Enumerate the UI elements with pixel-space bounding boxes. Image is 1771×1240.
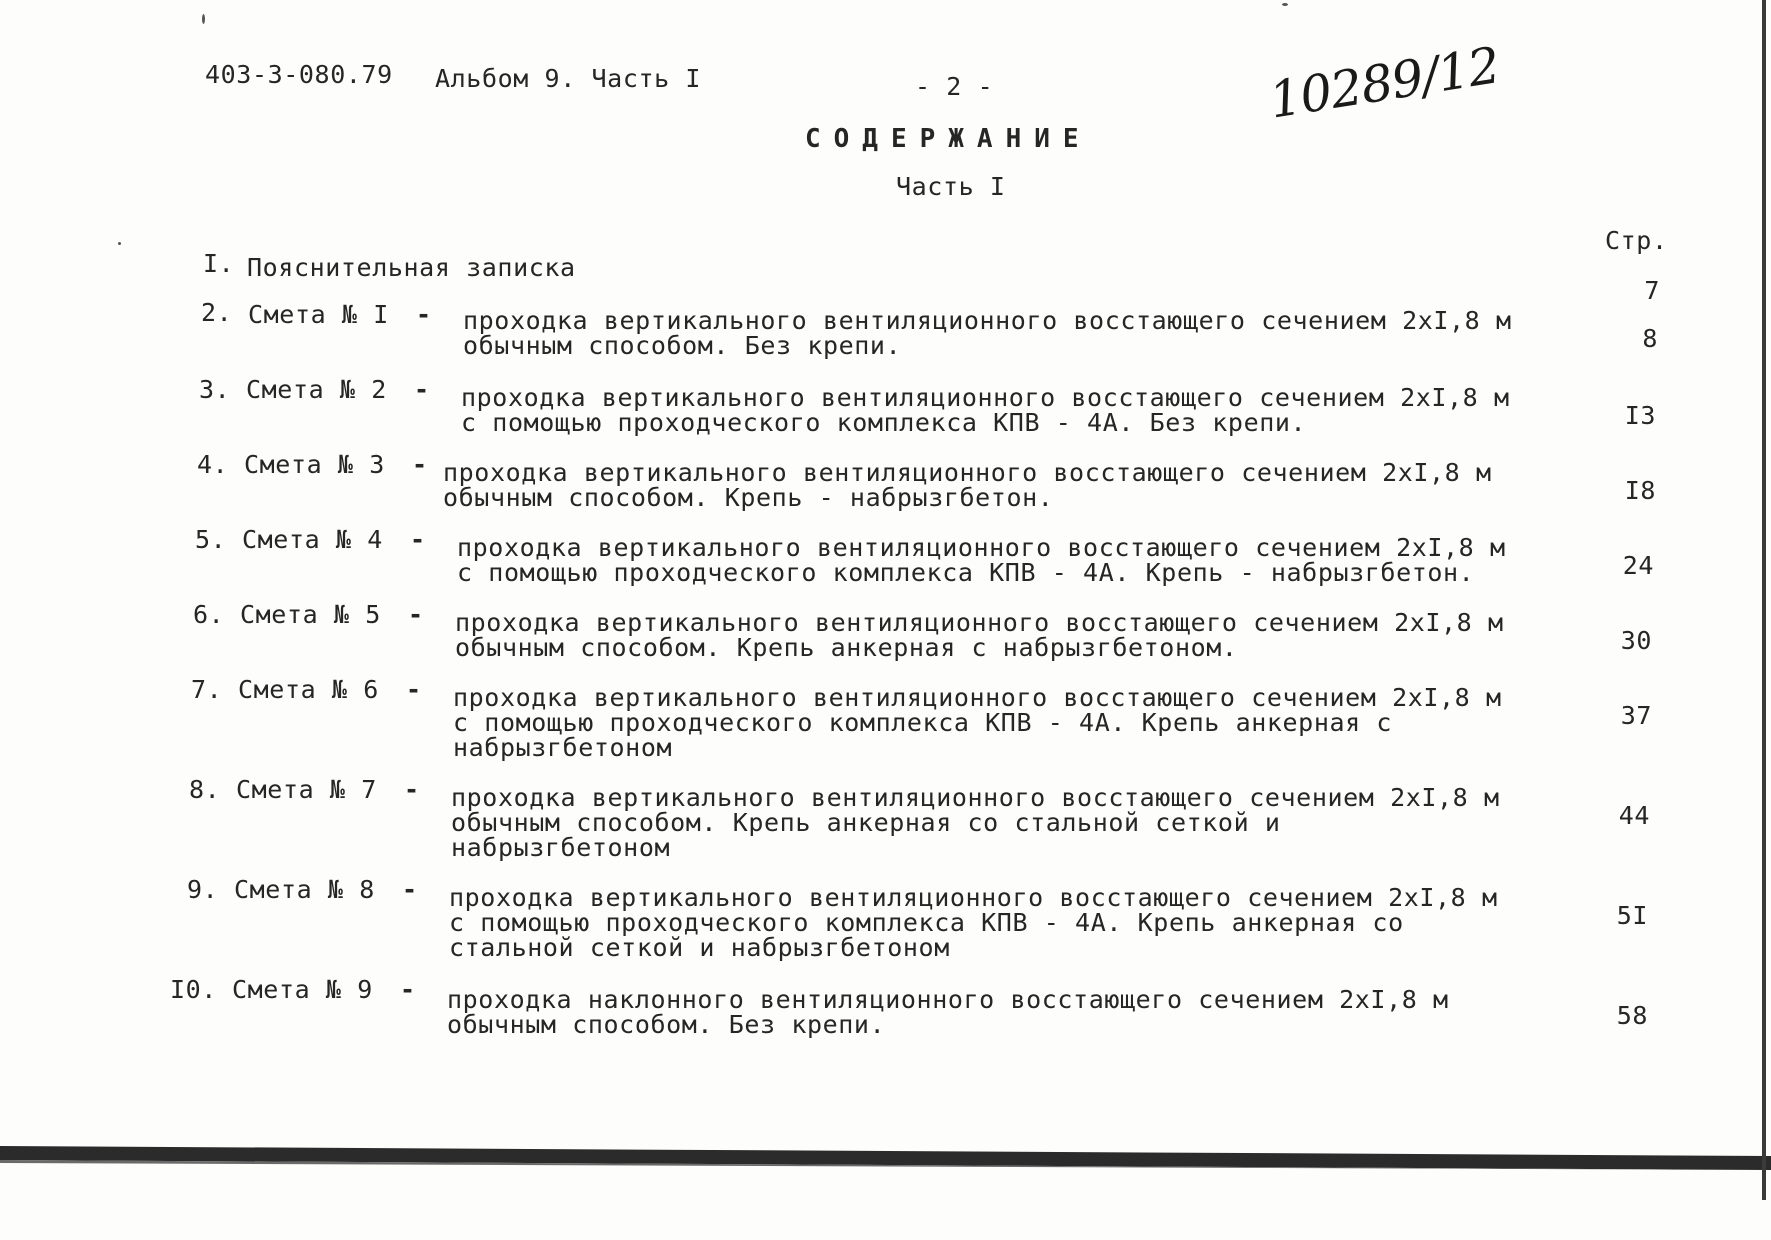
entry-dash: - — [416, 300, 432, 329]
entry-description-line: проходка вертикального вентиляционного восстающего сечением 2xI,8 м — [451, 783, 1500, 812]
scan-speck — [202, 14, 205, 24]
entry-page: I8 — [1624, 476, 1656, 505]
entry-label: Смета № 5 — [240, 600, 381, 629]
entry-label: Смета № 7 — [236, 775, 377, 804]
entry-page: 5I — [1616, 901, 1648, 930]
entry-dash: - — [412, 450, 428, 479]
entry-description-line: стальной сеткой и набрызгбетоном — [449, 933, 950, 962]
entry-dash: - — [406, 675, 422, 704]
entry-description-line: набрызгбетоном — [451, 833, 671, 862]
entry-label: Смета № 3 — [244, 450, 385, 479]
entry-description-line: проходка наклонного вентиляционного восстающего сечением 2xI,8 м — [447, 985, 1449, 1014]
entry-description — [447, 987, 1449, 1037]
page-marker: - 2 - — [915, 72, 994, 101]
entry-dash: - — [408, 600, 424, 629]
entry-number: 9. — [187, 875, 219, 904]
album-label: Альбом 9. Часть I — [435, 64, 702, 93]
entry-number: 4. — [197, 450, 229, 479]
entry-description-line: проходка вертикального вентиляционного восстающего сечением 2xI,8 м — [449, 883, 1498, 912]
entry-label: Смета № 8 — [234, 875, 375, 904]
entry-label: Смета № I — [248, 300, 389, 329]
page-subtitle: Часть I — [896, 172, 1006, 201]
scan-bottom-border — [0, 1146, 1771, 1170]
entry-description — [461, 385, 1510, 435]
entry-description-line: проходка вертикального вентиляционного восстающего сечением 2xI,8 м — [453, 683, 1502, 712]
entry-label: Пояснительная записка — [247, 253, 576, 282]
entry-number: I. — [203, 249, 235, 278]
entry-description-line: проходка вертикального вентиляционного восстающего сечением 2xI,8 м — [443, 458, 1492, 487]
entry-description-line: обычным способом. Крепь анкерная со стальной сеткой и — [451, 808, 1281, 837]
entry-number: 7. — [191, 675, 223, 704]
entry-description-line: с помощью проходческого комплекса КПВ - 4А. Крепь анкерная со — [449, 908, 1404, 937]
entry-page: 8 — [1642, 324, 1658, 353]
doc-code: 403-3-080.79 — [205, 60, 393, 89]
entry-description — [449, 885, 1498, 960]
entry-dash: - — [400, 975, 416, 1004]
entry-description — [463, 308, 1512, 358]
entry-description — [455, 610, 1504, 660]
entry-description — [443, 460, 1492, 510]
entry-description-line: обычным способом. Без крепи. — [447, 1010, 886, 1039]
scan-speck — [118, 242, 121, 245]
scan-right-edge — [1762, 0, 1766, 1200]
entry-label: Смета № 6 — [238, 675, 379, 704]
page-column-header: Стр. — [1605, 226, 1668, 255]
entry-description-line: обычным способом. Крепь анкерная с набрызгбетоном. — [455, 633, 1238, 662]
entry-description-line: проходка вертикального вентиляционного восстающего сечением 2xI,8 м — [457, 533, 1506, 562]
entry-description-line: проходка вертикального вентиляционного восстающего сечением 2xI,8 м — [455, 608, 1504, 637]
entry-dash: - — [410, 525, 426, 554]
entry-description-line: обычным способом. Без крепи. — [463, 331, 902, 360]
entry-dash: - — [414, 375, 430, 404]
entry-page: 37 — [1620, 701, 1652, 730]
entry-description — [457, 535, 1506, 585]
handwritten-number: 10289/12 — [1265, 36, 1504, 130]
entry-label: Смета № 2 — [246, 375, 387, 404]
entry-number: 8. — [189, 775, 221, 804]
entry-description-line: набрызгбетоном — [453, 733, 673, 762]
entry-description-line: проходка вертикального вентиляционного восстающего сечением 2xI,8 м — [461, 383, 1510, 412]
entry-page: I3 — [1624, 401, 1656, 430]
entry-page: 7 — [1644, 276, 1660, 305]
entry-label: Смета № 9 — [232, 975, 373, 1004]
entry-number: 5. — [195, 525, 227, 554]
entry-page: 30 — [1620, 626, 1652, 655]
entry-page: 58 — [1616, 1001, 1648, 1030]
entry-number: 2. — [201, 298, 233, 327]
entry-page: 24 — [1622, 551, 1654, 580]
entry-description-line: с помощью проходческого комплекса КПВ - 4А. Крепь - набрызгбетон. — [457, 558, 1475, 587]
entry-description — [453, 685, 1502, 760]
entry-number: 3. — [199, 375, 231, 404]
entry-label: Смета № 4 — [242, 525, 383, 554]
page-title: СОДЕРЖАНИЕ — [805, 124, 1092, 154]
entry-description-line: проходка вертикального вентиляционного восстающего сечением 2xI,8 м — [463, 306, 1512, 335]
entry-page: 44 — [1618, 801, 1650, 830]
entry-number: 6. — [193, 600, 225, 629]
entry-number: I0. — [170, 975, 217, 1004]
entry-dash: - — [402, 875, 418, 904]
entry-description-line: обычным способом. Крепь - набрызгбетон. — [443, 483, 1054, 512]
entry-description-line: с помощью проходческого комплекса КПВ - 4А. Без крепи. — [461, 408, 1307, 437]
entry-description-line: с помощью проходческого комплекса КПВ - 4А. Крепь анкерная с — [453, 708, 1393, 737]
entry-description — [451, 785, 1500, 860]
scan-speck — [1282, 3, 1288, 6]
entry-dash: - — [404, 775, 420, 804]
